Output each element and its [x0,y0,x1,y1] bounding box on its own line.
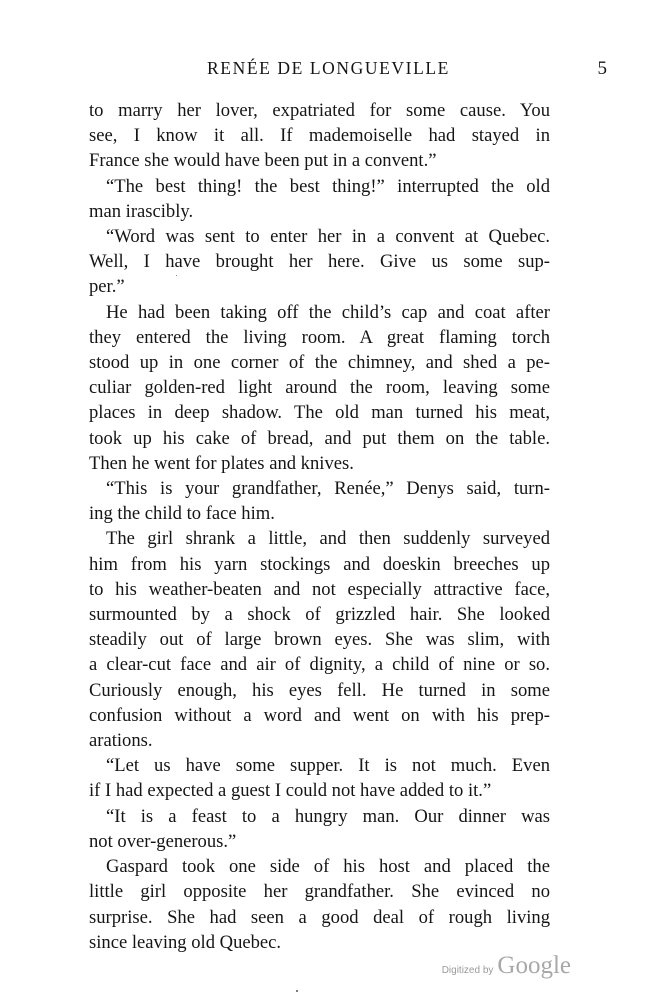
text-line: “Word was sent to enter her in a convent at Quebec. [106,226,550,248]
text-line: not over-generous.” [89,830,237,852]
text-line: Curiously enough, his eyes fell. He turned in some [89,679,550,701]
text-line: to his weather-beaten and not especially attractive face, [89,578,550,600]
text-line: surmounted by a shock of grizzled hair. She looked [89,604,550,626]
page-speck [296,990,298,992]
text-line: “The best thing! the best thing!” interrupted the old [106,175,550,197]
text-line: since leaving old Quebec. [89,931,282,953]
paragraph [89,804,550,854]
text-line: surprise. She had seen a good deal of rough living [89,906,550,928]
page-speck [176,275,177,276]
paragraph [89,854,550,955]
text-line: ing the child to face him. [89,503,275,525]
text-line: places in deep shadow. The old man turned his meat, [89,402,550,424]
text-line: “This is your grandfather, Renée,” Denys said, turn- [106,478,550,500]
text-line: The girl shrank a little, and then suddenly surveyed [106,528,550,550]
text-line: little girl opposite her grandfather. She evinced no [89,881,550,903]
text-line: man irascibly. [89,200,194,222]
running-head [88,58,607,86]
paragraph [89,300,550,476]
paragraph [89,526,550,753]
paragraph [89,476,550,526]
text-line: France she would have been put in a convent.” [89,150,437,172]
text-line: see, I know it all. If mademoiselle had stayed in [89,125,550,147]
text-line: confusion without a word and went on with his prep- [89,704,550,726]
text-line: culiar golden-red light around the room, leaving some [89,377,550,399]
text-line: took up his cake of bread, and put them on the table. [89,427,550,449]
text-line: a clear-cut face and air of dignity, a child of nine or so. [89,654,550,676]
text-line: Then he went for plates and knives. [89,452,354,474]
paragraph [89,753,550,803]
paragraph [89,224,550,300]
text-line: He had been taking off the child’s cap and coat after [106,301,550,323]
google-logo: Google [497,952,571,979]
digitized-watermark [442,952,571,980]
body-text [89,98,550,955]
text-line: they entered the living room. A great flaming torch [89,326,550,348]
text-line: Well, I have brought her here. Give us some sup- [89,251,550,273]
text-line: him from his yarn stockings and doeskin breeches up [89,553,550,575]
text-line: stood up in one corner of the chimney, and shed a pe- [89,352,550,374]
text-line: arations. [89,730,153,752]
text-line: per.” [89,276,125,298]
text-line: if I had expected a guest I could not have added to it.” [89,780,492,802]
text-line: steadily out of large brown eyes. She was slim, with [89,629,550,651]
text-line: Gaspard took one side of his host and placed the [106,856,550,878]
watermark-prefix: Digitized by [441,965,494,976]
text-line: “Let us have some supper. It is not much. Even [106,755,550,777]
text-line: to marry her lover, expatriated for some cause. You [89,100,550,121]
text-line: “It is a feast to a hungry man. Our dinner was [106,805,550,827]
running-title: RENÉE DE LONGUEVILLE [207,58,450,78]
paragraph [89,174,550,224]
page-number: 5 [597,58,607,79]
paragraph [89,98,550,174]
